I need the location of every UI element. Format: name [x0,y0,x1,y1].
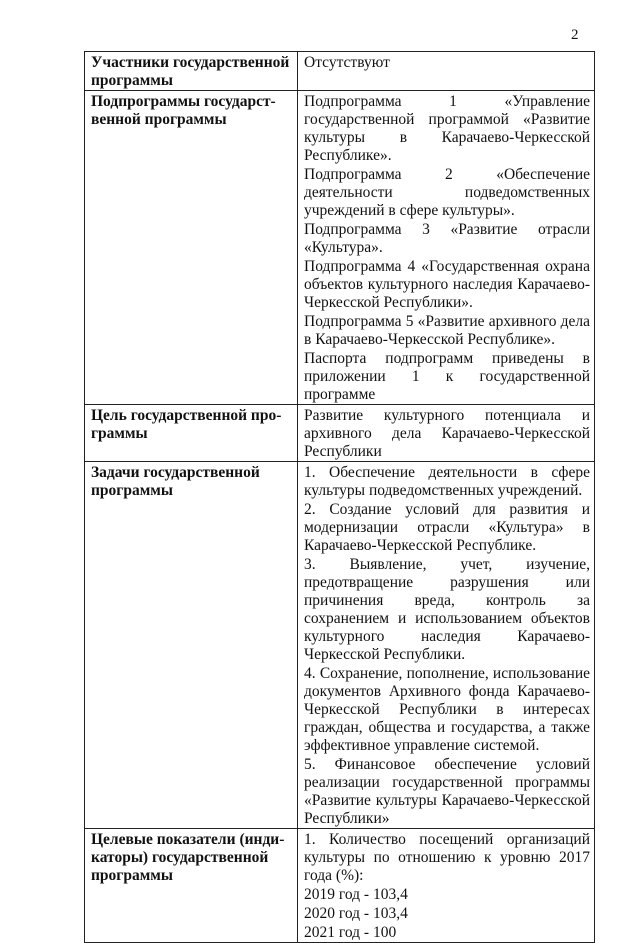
value-paragraph: Развитие культурного потенциала и архивного дела Карачаево-Черкесской Республики [304,407,590,460]
program-passport-table [84,51,595,943]
value-paragraph: Подпрограмма 5 «Развитие архивного дела в Карачаево-Черкесской Республике». [304,313,590,348]
value-paragraph: 2020 год - 103,4 [304,905,408,922]
table-row-goal [85,405,595,462]
value-paragraph: 1. Количество посещений организаций культуры по отношению к уровню 2017 года (%): [304,831,590,884]
label-line: Участники государственной [91,54,290,71]
value-paragraph: 2. Создание условий для развития и модернизации отрасли «Культура» в Карачаево-Черкесской Республике. [304,501,590,554]
label-line: Цель государственной про- [91,407,282,424]
label-line: Целевые показатели (инди- [91,831,285,848]
label-line: граммы [91,425,148,442]
label-line: программы [91,482,173,499]
label-line: каторы) государственной [91,849,269,866]
row-value [298,462,595,829]
table-row-tasks [85,462,595,829]
value-paragraph: Подпрограмма 2 «Обеспечение деятельности подведомственных учреждений в сфере культуры». [304,166,590,219]
row-value [298,405,595,462]
value-paragraph: 3. Выявление, учет, изучение, предотвращение разрушения или причинения вреда, контроль за сохранением и использованием объектов культурного наследия Карачаево-Черкесской Республики. [304,556,590,663]
label-line: венной программы [91,111,227,128]
value-paragraph: Подпрограмма 3 «Развитие отрасли «Культура». [304,221,590,256]
row-label [85,462,298,829]
value-paragraph: 2019 год - 103,4 [304,886,408,903]
row-value [298,52,595,91]
row-label [85,405,298,462]
table-row-subprograms [85,91,595,405]
value-paragraph: Подпрограмма 4 «Государственная охрана объектов культурного наследия Карачаево-Черкесской Республики». [304,258,590,311]
value-paragraph: 1. Обеспечение деятельности в сфере культуры подведомственных учреждений. [304,464,590,499]
table-row-indicators [85,829,595,943]
row-value [298,91,595,405]
value-paragraph: Отсутствуют [304,54,390,71]
value-paragraph: 4. Сохранение, пополнение, использование документов Архивного фонда Карачаево-Черкесской Республики в интересах граждан, общества и государства, а также эффективное управление системой. [304,665,590,754]
label-line: Задачи государственной [91,464,260,481]
value-paragraph: Подпрограмма 1 «Управление государственной программой «Развитие культуры в Карачаево-Черкесской Республике». [304,93,590,164]
row-label [85,829,298,943]
label-line: программы [91,867,173,884]
value-paragraph: Паспорта подпрограмм приведены в приложении 1 к государственной программе [304,350,590,403]
row-value [298,829,595,943]
value-paragraph: 2021 год - 100 [304,924,397,941]
row-label [85,91,298,405]
label-line: Подпрограммы государст- [91,93,276,110]
row-label [85,52,298,91]
page-number: 2 [571,27,579,43]
table-row-participants [85,52,595,91]
value-paragraph: 5. Финансовое обеспечение условий реализации государственной программы «Развитие культуры Карачаево-Черкесской Республики» [304,756,590,827]
label-line: программы [91,72,173,89]
